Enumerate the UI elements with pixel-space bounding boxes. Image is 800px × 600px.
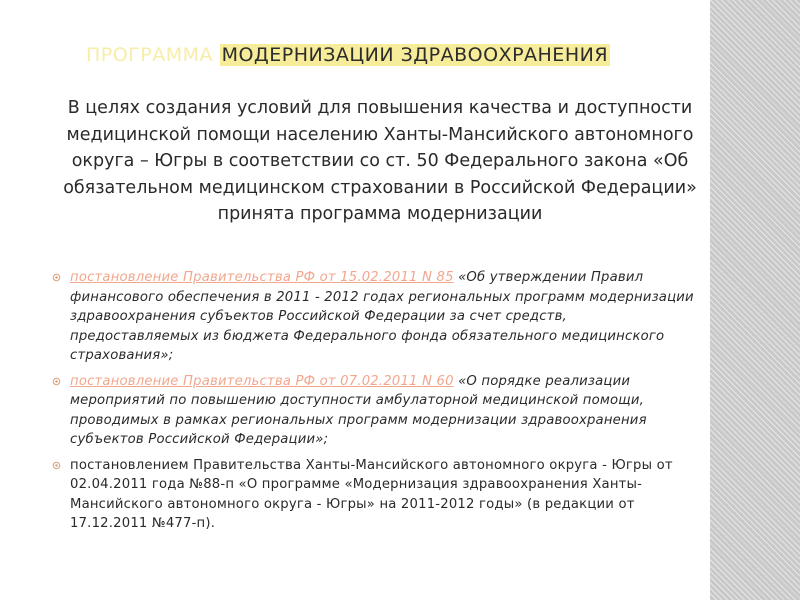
reference-item-3	[52, 456, 700, 534]
title-highlighted-text: МОДЕРНИЗАЦИИ ЗДРАВООХРАНЕНИЯ	[221, 44, 609, 66]
bullet-icon	[52, 377, 61, 386]
intro-paragraph: В целях создания условий для повышения качества и доступности медицинской помощи населению Ханты-Мансийского автономного округа – Югры в соответствии со ст. 50 Федерального закона «Об обязательном медицинском страховании в Российской Федерации» принята программа модернизации	[63, 98, 697, 224]
reference-item-2	[52, 372, 700, 450]
references-list	[52, 268, 700, 540]
reference-link-2[interactable]: постановление Правительства РФ от 07.02.2011 N 60	[70, 373, 454, 389]
reference-text-3: постановлением Правительства Ханты-Мансийского автономного округа - Югры от 02.04.2011 года №88-п «О программе «Модернизация здравоохранения Ханты-Мансийского автономного округа - Югры» на 2011-2012 годы» (в редакции от 17.12.2011 №477-п).	[70, 457, 673, 531]
reference-text-2: «О порядке реализации мероприятий по повышению доступности амбулаторной медицинской помощи, проводимых в рамках региональных программ модернизации здравоохранения субъектов Российской Федерации»;	[70, 373, 647, 447]
bullet-icon	[52, 461, 61, 470]
title-faded-word: ПРОГРАММА	[86, 44, 214, 66]
bullet-icon	[52, 273, 61, 282]
reference-text-1: «Об утверждении Правил финансового обеспечения в 2011 - 2012 годах региональных программ модернизации здравоохранения субъектов Российской Федерации за счет средств, предоставляемых из бюджета Федерального фонда обязательного медицинского страхования»;	[70, 270, 694, 363]
reference-item-1	[52, 268, 700, 366]
side-stripe-decoration	[710, 0, 800, 600]
page-title	[86, 42, 706, 68]
reference-link-1[interactable]: постановление Правительства РФ от 15.02.2011 N 85	[70, 270, 454, 285]
